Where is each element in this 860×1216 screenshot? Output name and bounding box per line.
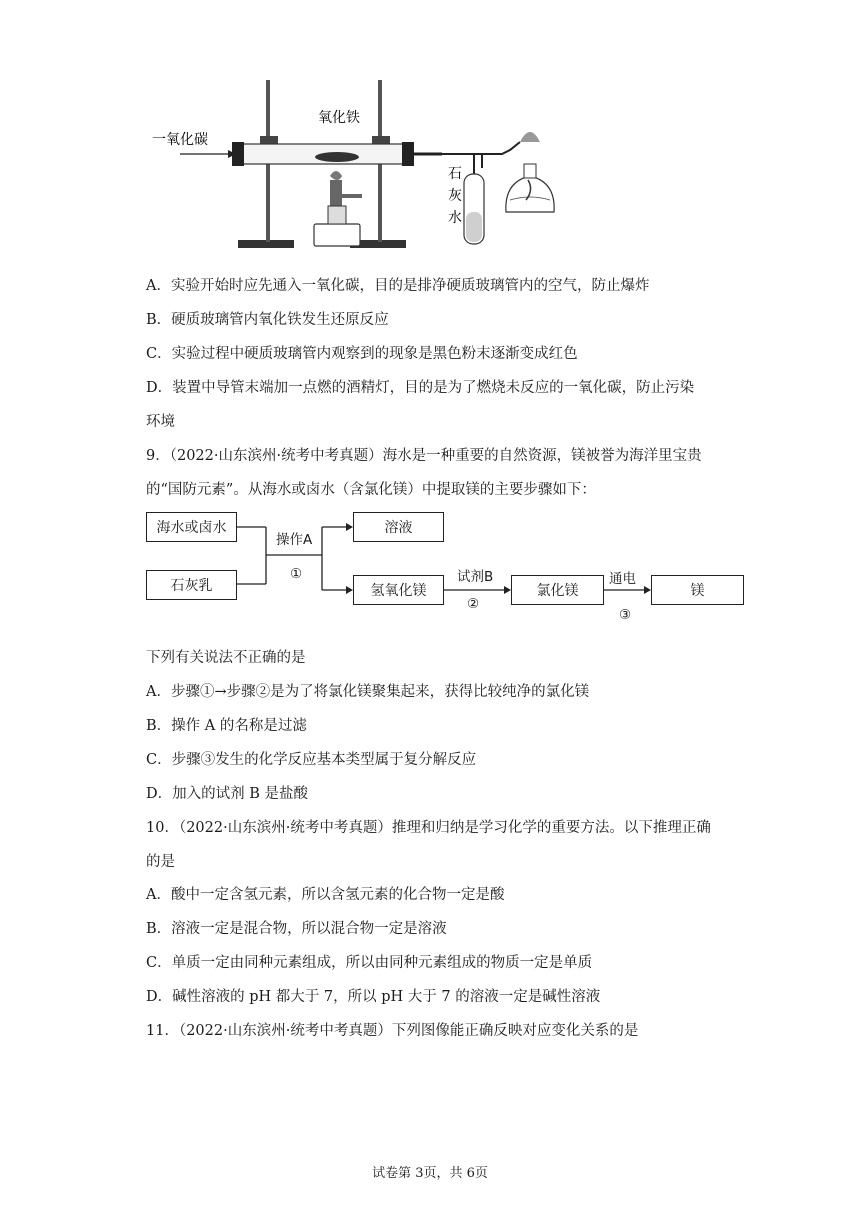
page-footer: 试卷第 3页，共 6页 [372, 1166, 488, 1181]
flow-label-step-2: ② [467, 596, 480, 612]
flow-label-electrolysis: 通电 [609, 571, 636, 587]
q8-option-d-cont: 环境 [146, 414, 175, 430]
q10-option-a: A．酸中一定含氢元素，所以含氢元素的化合物一定是酸 [146, 887, 505, 903]
flow-box-lime-milk: 石灰乳 [146, 570, 237, 600]
q9-option-b: B．操作 A 的名称是过滤 [146, 718, 307, 734]
flow-box-solution: 溶液 [353, 512, 444, 542]
q8-option-d: D．装置中导管末端加一点燃的酒精灯，目的是为了燃烧未反应的一氧化碳，防止污染 [146, 380, 695, 396]
q9-question: 下列有关说法不正确的是 [146, 650, 306, 666]
flow-label-reagent-b: 试剂B [457, 569, 494, 585]
q10-option-b: B．溶液一定是混合物，所以混合物一定是溶液 [146, 921, 447, 937]
label-limewater-2: 灰 [448, 188, 462, 204]
q9-option-d: D．加入的试剂 B 是盐酸 [146, 786, 308, 802]
flow-label-operation-a: 操作A [276, 532, 313, 548]
q11-stem: 11．（2022·山东滨州·统考中考真题）下列图像能正确反映对应变化关系的是 [146, 1023, 639, 1039]
flow-box-magnesium-hydroxide: 氢氧化镁 [353, 575, 444, 605]
q9-stem-line2: 的“国防元素”。从海水或卤水（含氯化镁）中提取镁的主要步骤如下： [146, 482, 596, 498]
flow-label-step-1: ① [290, 566, 303, 582]
q9-option-c: C．步骤③发生的化学反应基本类型属于复分解反应 [146, 752, 477, 768]
q8-option-c: C．实验过程中硬质玻璃管内观察到的现象是黑色粉末逐渐变成红色 [146, 346, 578, 362]
label-limewater-1: 石 [448, 166, 462, 182]
flow-box-magnesium-chloride: 氯化镁 [511, 575, 604, 605]
label-carbon-monoxide: 一氧化碳 [152, 132, 208, 148]
co-reduction-apparatus-figure [150, 72, 710, 262]
q10-stem-line2: 的是 [146, 854, 175, 870]
q8-option-b: B．硬质玻璃管内氧化铁发生还原反应 [146, 312, 389, 328]
q8-option-a: A．实验开始时应先通入一氧化碳，目的是排净硬质玻璃管内的空气，防止爆炸 [146, 278, 650, 294]
label-limewater-3: 水 [448, 210, 462, 226]
flow-box-seawater: 海水或卤水 [146, 512, 237, 542]
flow-box-magnesium: 镁 [651, 575, 744, 605]
q10-option-d: D．碱性溶液的 pH 都大于 7，所以 pH 大于 7 的溶液一定是碱性溶液 [146, 989, 601, 1005]
q10-option-c: C．单质一定由同种元素组成，所以由同种元素组成的物质一定是单质 [146, 955, 593, 971]
q9-stem-line1: 9．（2022·山东滨州·统考中考真题）海水是一种重要的自然资源，镁被誉为海洋里宝贵 [146, 448, 702, 464]
q10-stem-line1: 10．（2022·山东滨州·统考中考真题）推理和归纳是学习化学的重要方法。以下推理正确 [146, 820, 711, 836]
flow-label-step-3: ③ [619, 607, 632, 623]
q9-option-a: A．步骤①→步骤②是为了将氯化镁聚集起来，获得比较纯净的氯化镁 [146, 684, 590, 700]
label-iron-oxide: 氧化铁 [318, 110, 360, 126]
